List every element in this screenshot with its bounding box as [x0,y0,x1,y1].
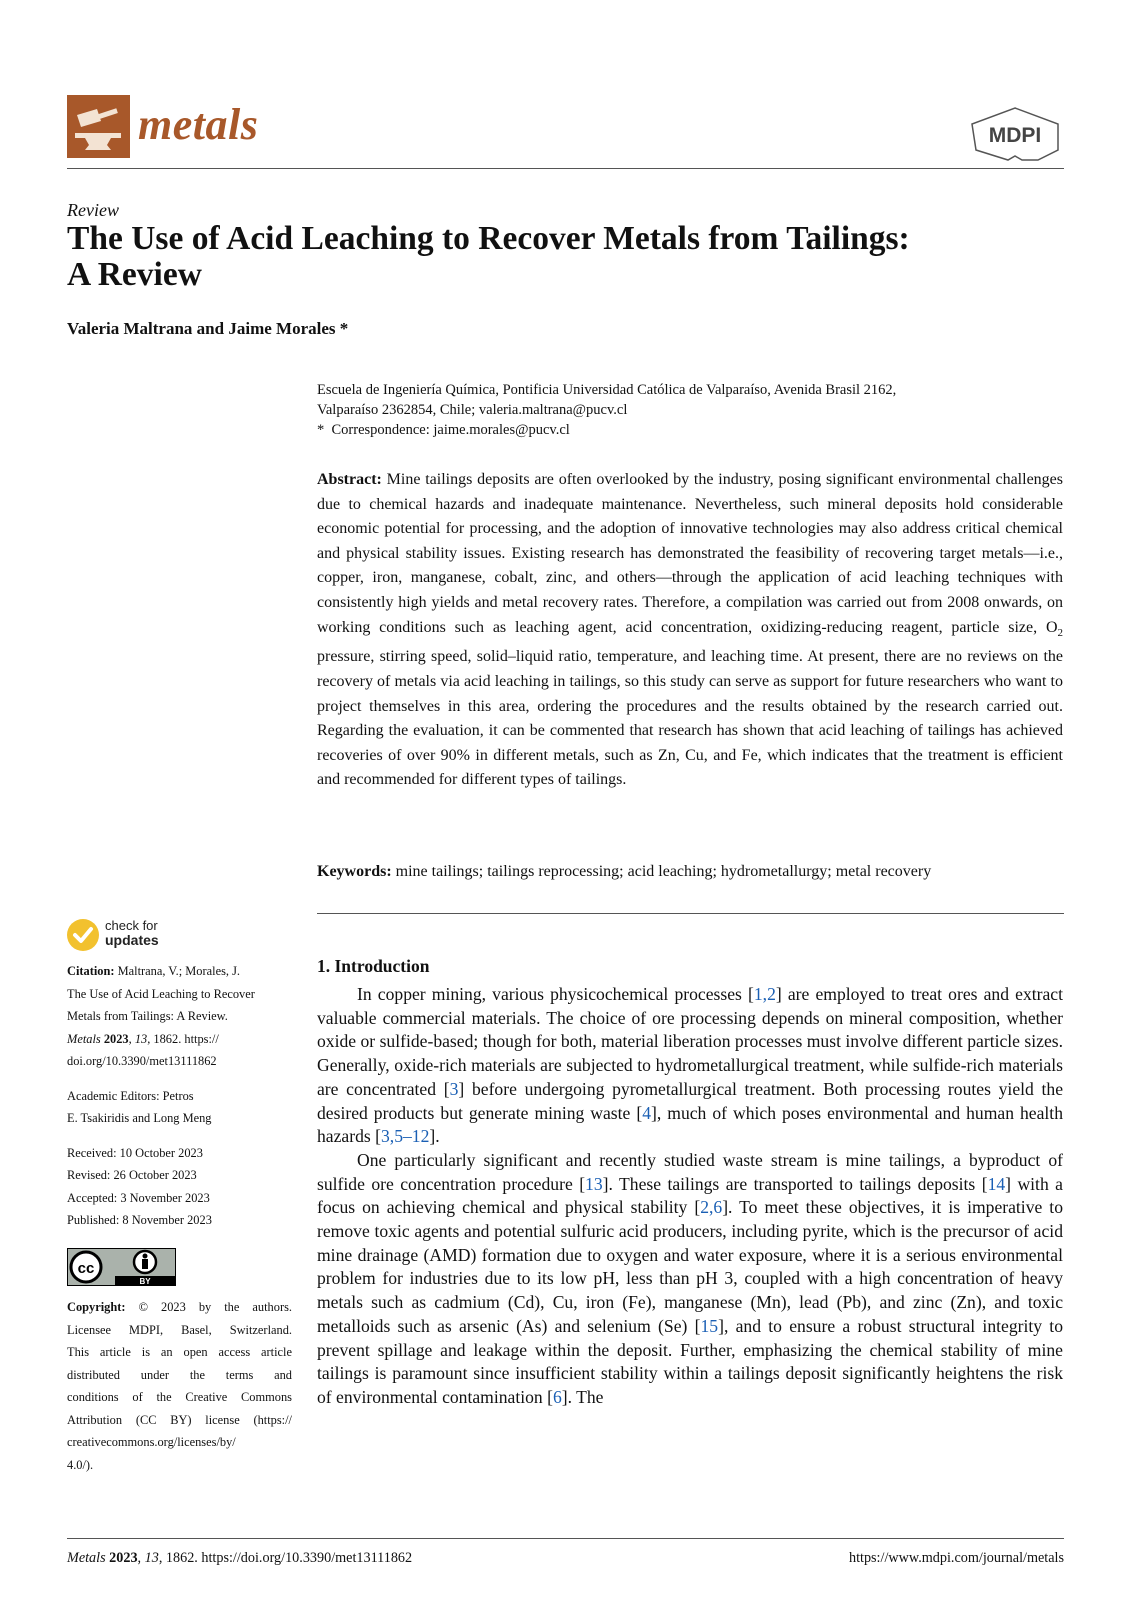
journal-name: metals [138,100,259,149]
reference-link[interactable]: 12 [411,1126,430,1147]
accepted-date: Accepted: 3 November 2023 [67,1190,210,1205]
citation-journal: Metals [67,1031,101,1046]
reference-separator: , [762,984,768,1004]
check-for-updates-button[interactable] [67,917,177,953]
reference-link[interactable]: 2 [700,1197,709,1218]
reference-link[interactable]: 14 [987,1173,1006,1194]
footer-journal: Metals [67,1550,106,1566]
affiliation [317,380,1067,440]
text: ] are employed to treat ores and extract valuable commercial materials. The choice of ore processing depends on mineral composition, whether oxide or sulfide-based; though for both, material liberation processes must involve different particle sizes. Generally, oxide-rich materials are subjected to hydrometallurgical treatment, while sulfide-rich materials are concentrated [ [317,984,1063,1099]
reference-separator: , [389,1126,395,1147]
footer-divider [67,1538,1064,1539]
citation-doi-link[interactable]: doi.org/10.3390/met13111862 [67,1054,217,1068]
copyright-line: © 2023 by the authors. [138,1300,292,1314]
check-line1: check for [105,918,158,933]
affiliation-line: Valparaíso 2362854, Chile; valeria.maltrana@pucv.cl [317,402,628,418]
citation-volume: 13 [134,1031,148,1046]
editors-line: E. Tsakiridis and Long Meng [67,1111,212,1125]
journal-logo-icon [67,95,130,158]
footer-year: 2023 [109,1550,138,1566]
abstract-text: pressure, stirring speed, solid–liquid ratio, temperature, and leaching time. At present, there are no reviews on the recovery of metals via acid leaching in tailings, so this study can serve as support for future researchers who want to project themselves in this area, ordering the procedures and the results obtained by the research carried out. Regarding the evaluation, it can be commented that research has shown that acid leaching of tailings has achieved recoveries of over 90% in different metals, such as Zn, Cu, and Fe, which indicates that the treatment is efficient and recommended for different types of tailings. [317,648,1063,789]
citation-rest: , 1862. https:// [147,1031,219,1046]
text: ] before undergoing pyrometallurgical treatment. Both processing routes yield the desired products but generate mining waste [ [317,1078,1064,1123]
authors: Valeria Maltrana and Jaime Morales * [67,319,349,338]
copyright-line: conditions of the Creative Commons [67,1390,292,1404]
reference-separator: – [402,1126,412,1147]
dates [67,1142,292,1232]
reference-link[interactable]: 2 [767,984,776,1004]
reference-link[interactable]: 3 [449,1078,459,1099]
abstract-subscript: 2 [1057,626,1063,639]
keywords-divider [317,913,1064,914]
citation-line: The Use of Acid Leaching to Recover [67,986,255,1001]
text: ]. To meet these objectives, it is imperative to remove toxic agents and potential sulfuric acid producers, including pyrite, which is the precursor of acid mine drainage (AMD) formation due to oxygen and water exposure, where it is a serious environmental problem for industries due to its low pH, less than pH 3, coupled with a high concentration of heavy metals such as cadmium (Cd), Cu, iron (Fe), manganese (Mn), lead (Pb), and zinc (Zn), and toxic metalloids such as arsenic (As) and selenium (Se) [ [317,1197,1063,1336]
copyright-label: Copyright: [67,1300,126,1314]
citation-line: Maltrana, V.; Morales, J. [117,964,241,978]
revised-date: Revised: 26 October 2023 [67,1168,197,1182]
footer-doi[interactable]: , 1862. https://doi.org/10.3390/met13111862 [158,1550,413,1566]
received-date: Received: 10 October 2023 [67,1145,203,1160]
affiliation-line: Escuela de Ingeniería Química, Pontificia Universidad Católica de Valparaíso, Avenida Brasil 2162, [317,382,897,398]
reference-link[interactable]: 6 [713,1197,723,1218]
citation-label: Citation: [67,964,115,978]
paragraph [317,983,1063,1149]
text: ]. [429,1126,440,1147]
copyright [67,1296,292,1476]
cc-by-text: BY [139,1277,151,1286]
footer-volume: 13 [144,1550,159,1566]
abstract [317,468,1063,793]
reference-separator: , [709,1197,714,1218]
text: In copper mining, various physicochemical processes [ [357,984,754,1004]
license-link[interactable]: creativecommons.org/licenses/by/ [67,1435,236,1449]
abstract-label: Abstract: [317,471,382,488]
abstract-text: Mine tailings deposits are often overlooked by the industry, posing significant environmental challenges due to chemical hazards and inadequate maintenance. Nevertheless, such mineral deposits hold considerable economic potential for processing, and the adoption of innovative technologies may also address critical chemical and physical stability issues. Existing research has demonstrated the feasibility of recovering target metals—i.e., copper, iron, manganese, cobalt, zinc, and others—through the application of acid leaching techniques with consistently high yields and metal recovery rates. Therefore, a compilation was carried out from 2008 onwards, on working conditions such as leaching agent, acid concentration, oxidizing-reducing reagent, particle size, O [317,471,1064,636]
title-line: A Review [67,256,202,293]
reference-link[interactable]: 5 [394,1126,403,1147]
article-info [67,960,292,1244]
check-for-updates-label [105,919,159,947]
text: ], and to ensure a robust structural integrity to prevent spillage and leakage within the deposit. Further, emphasizing the chemical stability of mine tailings is paramount since insufficient stability within a tailings deposit significantly heightens the risk of environmental contamination [ [317,1315,1063,1407]
copyright-line: Attribution (CC BY) license (https:// [67,1412,292,1427]
check-line2: updates [105,932,159,948]
svg-text:cc: cc [77,1260,95,1277]
article-title [67,221,1067,293]
published-date: Published: 8 November 2023 [67,1213,212,1227]
mdpi-logo-icon [968,106,1062,162]
cc-by-license-badge[interactable] [67,1248,176,1286]
header-divider [67,168,1064,169]
publisher-logo-text: MDPI [988,124,1042,147]
correspondence [317,420,1067,440]
paragraph [317,1149,1063,1410]
citation-line: Metals 2023, 13, 1862. https:// [67,1031,219,1046]
reference-link[interactable]: 1 [753,984,763,1004]
copyright-line: Licensee MDPI, Basel, Switzerland. [67,1322,292,1337]
reference-link[interactable]: 4 [642,1102,652,1123]
reference-link[interactable]: 3 [380,1126,390,1147]
reference-link[interactable]: 13 [585,1173,603,1194]
copyright-line: distributed under the terms and [67,1367,292,1382]
section-heading: 1. Introduction [317,956,430,976]
text: ]. The [561,1386,604,1407]
keywords [317,861,1063,883]
copyright-line: 4.0/). [67,1457,94,1472]
introduction-body [317,983,1063,1410]
text: ] with a focus on achieving chemical and physical stability [ [317,1173,1063,1218]
reference-link[interactable]: 15 [700,1315,719,1336]
text: One particularly significant and recently studied waste stream is mine tailings, a byproduct of sulfide ore concentration procedure [ [317,1149,1063,1194]
reference-link[interactable]: 6 [552,1386,562,1407]
copyright-line: This article is an open access article [67,1345,292,1359]
academic-editors [67,1085,292,1130]
correspondence-text: Correspondence: jaime.morales@pucv.cl [331,422,570,438]
text: ], much of which poses environmental and human health hazards [ [317,1102,1063,1147]
citation-line: Metals from Tailings: A Review. [67,1009,228,1023]
article-type: Review [67,200,119,220]
correspondence-marker: * [317,422,325,438]
citation-year: 2023 [103,1031,129,1046]
editors-line: Academic Editors: Petros [67,1088,194,1103]
footer-citation: Metals 2023, 13, 1862. https://doi.org/10.3390/met13111862 [67,1550,413,1566]
footer-journal-link[interactable]: https://www.mdpi.com/journal/metals [848,1550,1064,1566]
title-line: The Use of Acid Leaching to Recover Metals from Tailings: [67,220,910,257]
keywords-text: mine tailings; tailings reprocessing; acid leaching; hydrometallurgy; metal recovery [395,863,932,880]
keywords-label: Keywords: [317,863,392,880]
citation [67,960,292,1073]
text: ]. These tailings are transported to tailings deposits [ [602,1173,988,1194]
check-icon [67,919,99,951]
